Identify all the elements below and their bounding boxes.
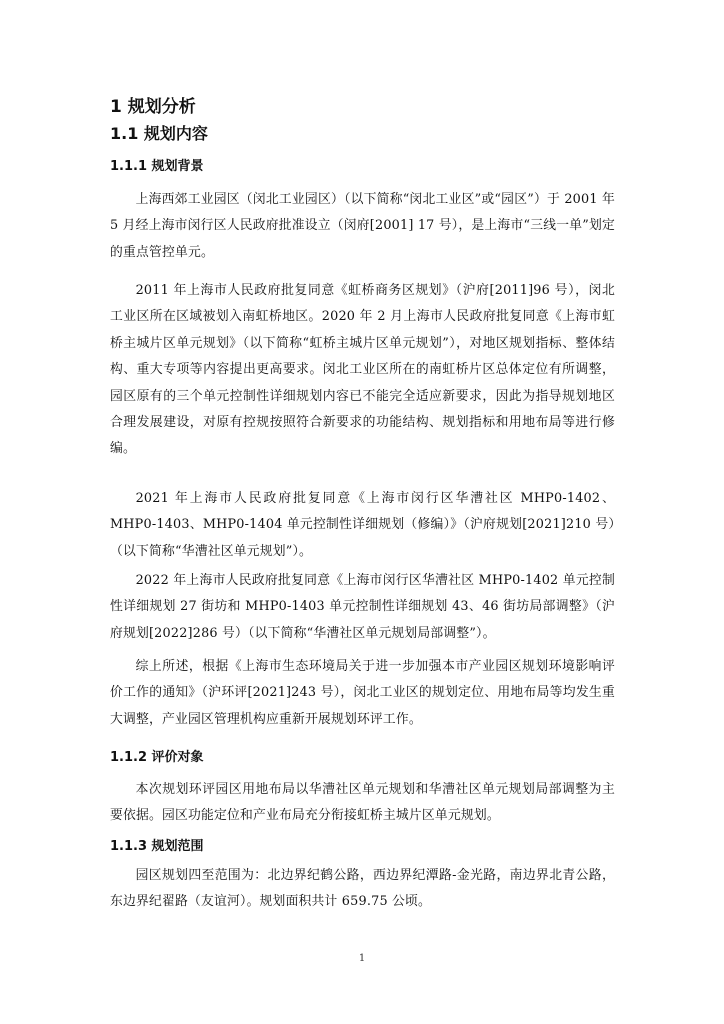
subsection-heading: 1.1 规划内容: [110, 124, 208, 143]
paragraph-planning-scope: 园区规划四至范围为：北边界纪鹤公路，西边界纪潭路-金光路，南边界北青公路，东边界纪翟路（友谊河）。规划面积共计 659.75 公顷。: [110, 868, 615, 910]
paragraph-background-intro: 上海西郊工业园区（闵北工业园区）（以下简称“闵北工业区”或“园区”）于 2001 年 5 月经上海市闵行区人民政府批准设立（闵府[2001] 17 号），是上海市“三线一单”划定的重点管控单元。: [110, 192, 615, 260]
subsubsection-heading-evaluation-object: 1.1.2 评价对象: [110, 750, 204, 765]
subsubsection-heading-background: 1.1.1 规划背景: [110, 159, 204, 174]
section-heading: 1 规划分析: [110, 97, 196, 117]
paragraph-huacao-partial-adjustment: 2022 年上海市人民政府批复同意《上海市闵行区华漕社区 MHP0-1402 单元控制性详细规划 27 街坊和 MHP0-1403 单元控制性详细规划 43、46 街坊局部调整》（沪府规划[2022]286 号）（以下简称“华漕社区单元规划局部调整”）。: [110, 573, 615, 641]
page-number: 1: [358, 953, 366, 964]
paragraph-huacao-unit-planning: 2021 年上海市人民政府批复同意《上海市闵行区华漕社区 MHP0-1402、MHP0-1403、MHP0-1404 单元控制性详细规划（修编）》（沪府规划[2021]210 号）（以下简称“华漕社区单元规划”）。: [110, 491, 615, 559]
subsubsection-heading-planning-scope: 1.1.3 规划范围: [110, 839, 204, 854]
paragraph-hongqiao-planning: 2011 年上海市人民政府批复同意《虹桥商务区规划》（沪府[2011]96 号），闵北工业区所在区域被划入南虹桥地区。2020 年 2 月上海市人民政府批复同意《上海市虹桥主城片区单元规划》（以下简称“虹桥主城片区单元规划”），对地区规划指标、整体结构、重大专项等内容提出更高要求。闵北工业区所在的南虹桥片区总体定位有所调整，园区原有的三个单元控制性详细规划内容已不能完全适应新要求，因此为指导规划地区合理发展建设，对原有控规按照符合新要求的功能结构、规划指标和用地布局等进行修编。: [110, 283, 615, 457]
paragraph-evaluation-object: 本次规划环评园区用地布局以华漕社区单元规划和华漕社区单元规划局部调整为主要依据。园区功能定位和产业布局充分衔接虹桥主城片区单元规划。: [110, 782, 615, 824]
paragraph-summary: 综上所述，根据《上海市生态环境局关于进一步加强本市产业园区规划环境影响评价工作的通知》（沪环评[2021]243 号），闵北工业区的规划定位、用地布局等均发生重大调整，产业园区管理机构应重新开展规划环评工作。: [110, 659, 615, 727]
